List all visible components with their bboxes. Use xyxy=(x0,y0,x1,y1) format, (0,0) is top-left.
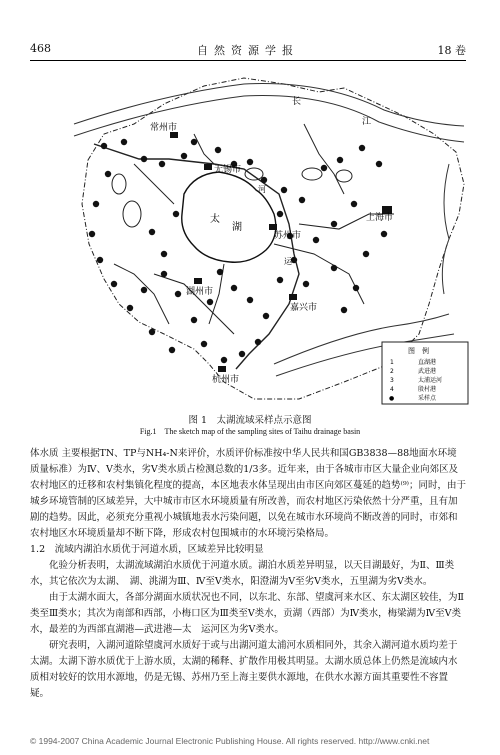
sampling-point xyxy=(169,347,175,353)
suzhou-city-mark xyxy=(269,224,277,230)
sampling-point xyxy=(149,229,155,235)
label-lake-char2: 湖 xyxy=(232,222,242,233)
legend-label-3: 太浦运河 xyxy=(418,377,443,384)
sampling-point xyxy=(331,265,337,271)
paragraph-4: 研究表明，入湖河道除望虞河水质好于或与出湖河道太浦河水质相同外，其余入湖河道水质均差于太湖。太湖下游水质优于上游水质，太湖的稀释、扩散作用极其明显。太湖水质总体上仍然是流域内水质相对较好的饮用水源地，仍是无锡、苏州乃至上海主要供水源地，在供水水源方面其重要性不容置疑。 xyxy=(30,640,458,699)
sampling-point xyxy=(173,211,179,217)
sampling-point xyxy=(111,281,117,287)
sampling-point xyxy=(159,161,165,167)
sampling-point xyxy=(341,307,347,313)
sampling-point xyxy=(175,291,181,297)
journal-title: 自然资源学报 xyxy=(197,44,299,57)
river xyxy=(194,134,214,164)
sampling-point xyxy=(247,297,253,303)
sampling-point xyxy=(359,145,365,151)
label-river-a: 运 xyxy=(284,257,292,266)
wuxi-city-mark xyxy=(204,164,212,170)
sampling-point xyxy=(93,201,99,207)
sampling-point xyxy=(215,147,221,153)
hangzhou-city-mark xyxy=(218,366,226,372)
sampling-point xyxy=(261,177,267,183)
sampling-point xyxy=(299,197,305,203)
sampling-point xyxy=(161,251,167,257)
huzhou-city-mark xyxy=(194,278,202,284)
sampling-point xyxy=(381,231,387,237)
river xyxy=(114,264,169,324)
running-header xyxy=(30,42,466,60)
sampling-point xyxy=(121,139,127,145)
sampling-point xyxy=(376,161,382,167)
sampling-point xyxy=(353,285,359,291)
label-yangtze-2: 江 xyxy=(362,117,372,127)
sampling-site-map xyxy=(44,64,484,406)
sampling-point xyxy=(191,139,197,145)
sampling-point xyxy=(101,143,107,149)
legend-label-1: 直湖港 xyxy=(418,359,437,366)
sampling-point xyxy=(149,329,155,335)
yangtze-river xyxy=(74,84,464,126)
label-lake-char1: 太 xyxy=(210,214,220,225)
sampling-point xyxy=(231,285,237,291)
section-heading: 1.2 流域内湖泊水质优于河道水质，区域差异比较明显 xyxy=(30,544,264,555)
sampling-point xyxy=(181,153,187,159)
map-legend xyxy=(382,342,468,404)
river xyxy=(274,244,364,304)
label-huzhou: 湖州市 xyxy=(186,287,214,297)
coastline xyxy=(442,164,449,294)
sampling-point xyxy=(331,221,337,227)
label-suzhou: 苏州市 xyxy=(274,231,302,241)
sampling-point xyxy=(281,187,287,193)
label-hangzhou: 杭州市 xyxy=(212,375,240,385)
sampling-point xyxy=(221,357,227,363)
sampling-point xyxy=(191,317,197,323)
copyright-footer: © 1994-2007 China Academic Journal Electronic Publishing House. All rights reserved. http://www.cnki.net xyxy=(30,736,430,746)
sampling-point xyxy=(105,171,111,177)
page-number: 468 xyxy=(30,42,51,55)
sampling-point xyxy=(363,251,369,257)
legend-num-2: 2 xyxy=(390,368,394,375)
label-changzhou: 常州市 xyxy=(150,123,178,133)
label-yangtze-1: 长 xyxy=(292,97,302,107)
paragraph-2: 化验分析表明，太湖流域湖泊水质优于河道水质。湖泊水质差异明显，以天目湖最好，为Ⅱ、Ⅲ类水，其它依次为太湖、 湖、洮湖为Ⅲ、Ⅳ至Ⅴ类水，阳澄湖为Ⅴ至劣Ⅴ类水，五里湖为劣Ⅴ类水。 xyxy=(30,560,455,587)
sampling-point xyxy=(247,159,253,165)
sampling-point xyxy=(321,165,327,171)
legend-num-5: ● xyxy=(389,395,395,402)
sampling-point xyxy=(255,339,261,345)
header-rule xyxy=(30,60,466,61)
legend-num-3: 3 xyxy=(390,377,394,384)
legend-label-4: 殷村港 xyxy=(418,386,437,393)
paragraph-3: 由于太湖水面大，各部分湖面水质状况也不同，以东北、东部、望虞河来水区、东太湖区较佳，为Ⅱ类至Ⅲ类水；其次为南部和西部，小梅口区为Ⅲ类至Ⅴ类水，贡湖（西部）为Ⅳ类水，梅梁湖为Ⅳ至Ⅴ类水，最差的为西部直湖港—武进港—太 运河区为劣Ⅴ类水。 xyxy=(30,592,464,635)
figure-caption-cn: 图 1 太湖流域采样点示意图 xyxy=(188,415,312,426)
sampling-point xyxy=(141,156,147,162)
sampling-point xyxy=(303,281,309,287)
article-body xyxy=(30,446,466,702)
sampling-point xyxy=(97,257,103,263)
sampling-point xyxy=(89,231,95,237)
sampling-point xyxy=(239,351,245,357)
sampling-point xyxy=(263,313,269,319)
legend-num-4: 4 xyxy=(390,386,394,393)
sampling-point xyxy=(201,341,207,347)
sampling-point xyxy=(141,287,147,293)
legend-label-5: 采样点 xyxy=(418,395,437,402)
sampling-point xyxy=(351,201,357,207)
label-wuxi: 无锡市 xyxy=(214,165,242,175)
sampling-point xyxy=(217,269,223,275)
sampling-point xyxy=(337,157,343,163)
legend-num-1: 1 xyxy=(390,359,394,366)
sampling-point xyxy=(277,277,283,283)
legend-label-2: 武进港 xyxy=(418,368,437,375)
sampling-point xyxy=(207,299,213,305)
volume-label: 18 卷 xyxy=(437,44,466,57)
legend-title: 图 例 xyxy=(408,347,429,355)
paragraph-1: 体水质 主要根据TN、TP与NH₄-N来评价，水质评价标准按中华人民共和国GB3838—88地面水环境质量标准）为Ⅳ、Ⅴ类水，劣Ⅴ类水质占检测总数的1/3多。近年来，由于各城市市区大量企业向郊区及农村地区的迁移和农村集镇化程度的提高，本区地表水体呈现出由市区向郊区蔓延的趋势⁽⁹⁾；同时，由于城乡环境管制的区域差异，大中城市市区水环境质量有所改善，而农村地区污染依然十分严重，且有加剧的趋势。因此，必须充分重视小城镇地表水污染问题，以免在城市水环境尚不断改善的同时，市郊和农村地区水环境质量却不断下降，形成农村包围城市的水环境污染格局。 xyxy=(30,448,466,539)
label-river-b: 河 xyxy=(258,185,266,194)
sampling-point xyxy=(277,211,283,217)
jiaxing-city-mark xyxy=(289,294,297,300)
figure-caption-en: Fig.1 The sketch map of the sampling sites of Taihu drainage basin xyxy=(139,427,361,436)
label-jiaxing: 嘉兴市 xyxy=(290,303,318,313)
sampling-point xyxy=(313,237,319,243)
river xyxy=(134,164,174,204)
sampling-point xyxy=(127,305,133,311)
sampling-point xyxy=(161,271,167,277)
label-shanghai: 上海市 xyxy=(366,213,394,223)
